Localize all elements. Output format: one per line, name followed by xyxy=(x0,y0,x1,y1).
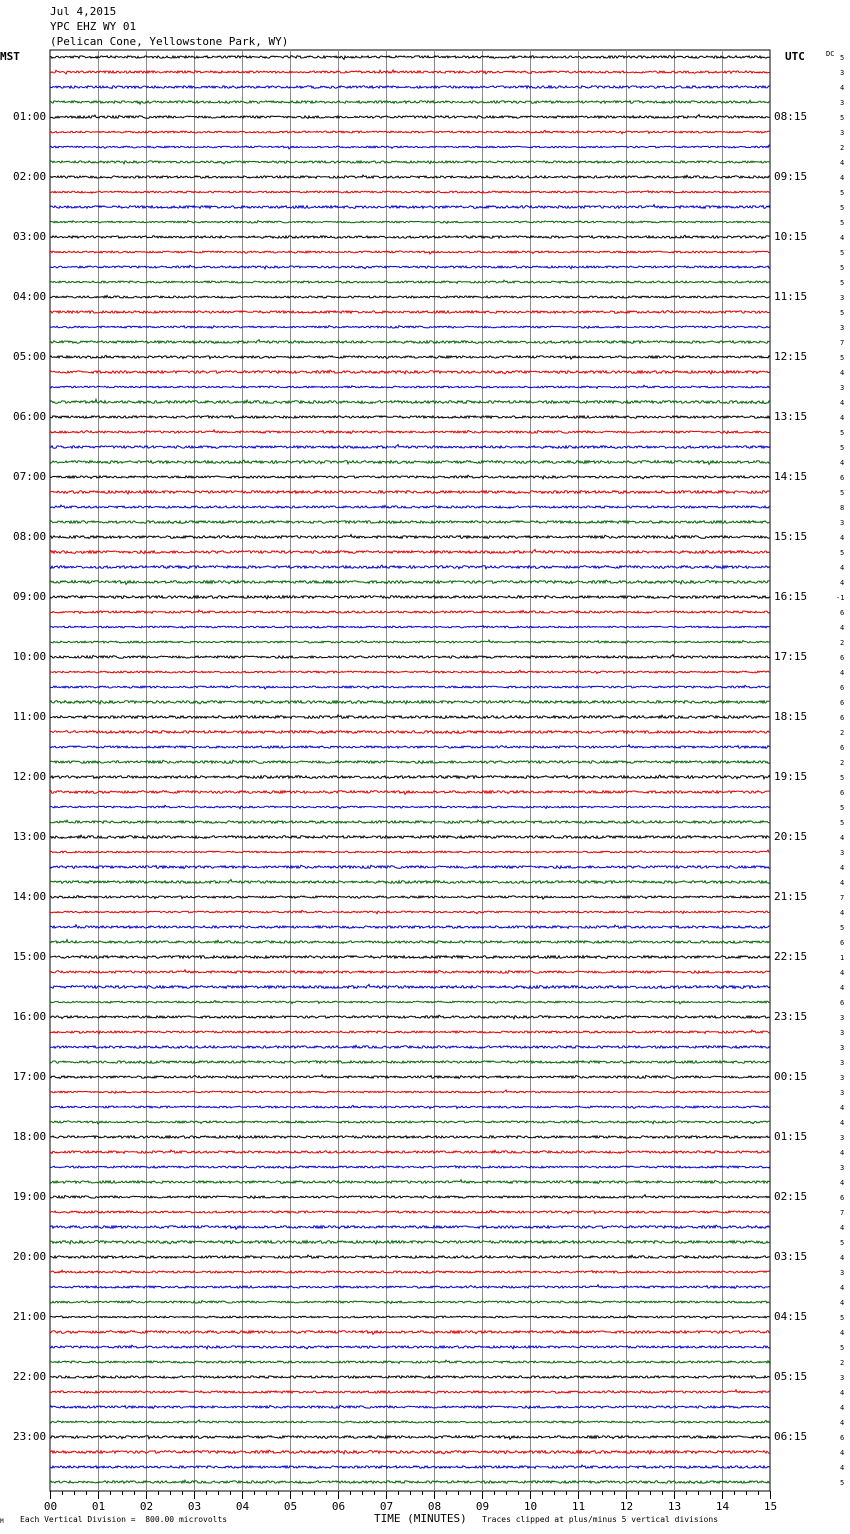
dc-offset-value: 4 xyxy=(840,459,845,467)
dc-offset-value: 4 xyxy=(840,1104,845,1112)
utc-hour-label: 23:15 xyxy=(774,1010,808,1023)
x-tick-label: 12 xyxy=(619,1500,634,1513)
dc-offset-value: 2 xyxy=(840,1359,845,1367)
utc-hour-label: 13:15 xyxy=(774,410,808,423)
dc-offset-value: 4 xyxy=(840,1179,845,1187)
utc-hour-label: 14:15 xyxy=(774,470,808,483)
x-tick-label: 00 xyxy=(43,1500,58,1513)
dc-offset-value: 5 xyxy=(840,249,845,257)
dc-offset-value: 6 xyxy=(840,1194,845,1202)
dc-offset-value: 4 xyxy=(840,1299,845,1307)
seismic-trace xyxy=(50,835,770,838)
seismic-trace xyxy=(50,1015,770,1019)
dc-offset-value: 4 xyxy=(840,1149,845,1157)
seismic-trace xyxy=(50,970,770,974)
seismic-trace xyxy=(50,956,770,959)
dc-offset-value: 7 xyxy=(840,339,845,347)
seismic-trace xyxy=(50,910,770,913)
dc-offset-value: 6 xyxy=(840,939,845,947)
x-tick-label: 03 xyxy=(187,1500,202,1513)
seismic-trace xyxy=(50,535,770,539)
seismic-trace xyxy=(50,1225,770,1229)
dc-offset-value: 7 xyxy=(840,1209,845,1217)
utc-hour-label: 18:15 xyxy=(774,710,808,723)
vertical-scale-note: Each Vertical Division = 800.00 microvolts xyxy=(20,1515,228,1524)
seismic-trace xyxy=(50,491,770,494)
dc-offset-value: 4 xyxy=(840,834,845,842)
dc-offset-value: 4 xyxy=(840,1464,845,1472)
seismic-trace xyxy=(50,1090,770,1093)
seismic-trace xyxy=(50,820,770,823)
clipping-note: Traces clipped at plus/minus 5 vertical divisions xyxy=(482,1515,719,1524)
dc-offset-value: 4 xyxy=(840,399,845,407)
right-timezone-label: UTC xyxy=(785,50,805,63)
mst-hour-label: 15:00 xyxy=(13,950,47,963)
seismic-trace xyxy=(50,1436,770,1440)
dc-offset-value: 4 xyxy=(840,1329,845,1337)
x-tick-label: 02 xyxy=(139,1500,154,1513)
seismic-trace xyxy=(50,850,770,853)
seismic-trace xyxy=(50,1166,770,1169)
seismic-trace xyxy=(50,580,770,584)
seismic-trace xyxy=(50,1301,770,1304)
seismic-trace xyxy=(50,925,770,929)
dc-offset-value: 3 xyxy=(840,1059,845,1067)
seismic-trace xyxy=(50,311,770,314)
utc-hour-label: 01:15 xyxy=(774,1130,808,1143)
x-tick-label: 04 xyxy=(235,1500,250,1513)
seismic-trace xyxy=(50,1136,770,1139)
seismic-trace xyxy=(50,251,770,254)
seismic-trace xyxy=(50,460,770,464)
dc-offset-value: 5 xyxy=(840,219,845,227)
station-location: (Pelican Cone, Yellowstone Park, WY) xyxy=(50,35,289,48)
seismic-trace xyxy=(50,760,770,763)
utc-hour-label: 02:15 xyxy=(774,1190,808,1203)
x-tick-label: 14 xyxy=(715,1500,730,1513)
utc-hour-label: 05:15 xyxy=(774,1370,808,1383)
seismic-trace xyxy=(50,175,770,178)
dc-offset-value: 6 xyxy=(840,654,845,662)
seismic-trace xyxy=(50,161,770,164)
dc-offset-value: 3 xyxy=(840,384,845,392)
mst-hour-label: 08:00 xyxy=(13,530,47,543)
seismic-trace xyxy=(50,86,770,89)
x-axis-title: TIME (MINUTES) xyxy=(374,1512,467,1525)
seismic-trace xyxy=(50,56,770,60)
dc-offset-value: 5 xyxy=(840,1479,845,1487)
dc-offset-value: 4 xyxy=(840,534,845,542)
dc-offset-value: 5 xyxy=(840,1239,845,1247)
dc-offset-value: 4 xyxy=(840,1419,845,1427)
seismic-trace xyxy=(50,865,770,868)
x-tick-label: 10 xyxy=(523,1500,538,1513)
dc-offset-value: 4 xyxy=(840,564,845,572)
dc-offset-value: 4 xyxy=(840,84,845,92)
dc-offset-value: 5 xyxy=(840,279,845,287)
seismic-trace xyxy=(50,1061,770,1064)
x-tick-label: 15 xyxy=(763,1500,778,1513)
x-tick-label: 09 xyxy=(475,1500,490,1513)
seismic-trace xyxy=(50,1030,770,1033)
plot-frame xyxy=(50,50,770,1491)
seismic-trace xyxy=(50,1360,770,1363)
seismic-trace xyxy=(50,655,770,659)
seismic-trace xyxy=(50,1480,770,1483)
mst-hour-label: 23:00 xyxy=(13,1430,47,1443)
dc-offset-value: 5 xyxy=(840,774,845,782)
seismic-trace xyxy=(50,880,770,884)
left-timezone-label: MST xyxy=(0,50,20,63)
mst-hour-label: 06:00 xyxy=(13,410,47,423)
seismic-trace xyxy=(50,280,770,283)
dc-offset-value: 3 xyxy=(840,849,845,857)
mst-hour-label: 07:00 xyxy=(13,470,47,483)
utc-hour-label: 04:15 xyxy=(774,1310,808,1323)
dc-offset-value: 4 xyxy=(840,984,845,992)
seismic-trace xyxy=(50,670,770,673)
seismic-trace xyxy=(50,1241,770,1244)
seismic-trace xyxy=(50,191,770,194)
dc-offset-value: -1 xyxy=(836,594,845,602)
seismic-trace xyxy=(50,430,770,434)
dc-offset-value: 3 xyxy=(840,324,845,332)
seismic-trace xyxy=(50,1376,770,1379)
seismic-trace xyxy=(50,626,770,629)
dc-offset-value: 3 xyxy=(840,1014,845,1022)
seismic-trace xyxy=(50,265,770,269)
dc-offset-value: 4 xyxy=(840,1284,845,1292)
dc-offset-value: 5 xyxy=(840,804,845,812)
dc-offset-value: 3 xyxy=(840,1044,845,1052)
dc-offset-value: 4 xyxy=(840,1404,845,1412)
dc-offset-value: 5 xyxy=(840,819,845,827)
dc-offset-value: 2 xyxy=(840,729,845,737)
utc-hour-label: 06:15 xyxy=(774,1430,808,1443)
mst-hour-label: 20:00 xyxy=(13,1250,47,1263)
utc-hour-label: 09:15 xyxy=(774,170,808,183)
seismic-trace xyxy=(50,1316,770,1319)
dc-offset-value: 6 xyxy=(840,684,845,692)
seismic-trace xyxy=(50,1465,770,1468)
seismic-trace xyxy=(50,355,770,359)
mst-hour-label: 03:00 xyxy=(13,230,47,243)
mst-hour-label: 13:00 xyxy=(13,830,47,843)
seismic-trace xyxy=(50,1001,770,1004)
mst-hour-label: 18:00 xyxy=(13,1130,47,1143)
dc-offset-value: 4 xyxy=(840,1254,845,1262)
dc-offset-value: 5 xyxy=(840,1344,845,1352)
utc-hour-label: 10:15 xyxy=(774,230,808,243)
seismic-trace xyxy=(50,701,770,704)
seismic-trace xyxy=(50,1105,770,1108)
mst-hour-label: 04:00 xyxy=(13,290,47,303)
dc-offset-value: 6 xyxy=(840,714,845,722)
seismic-trace xyxy=(50,940,770,944)
seismic-trace xyxy=(50,1180,770,1184)
mst-hour-label: 01:00 xyxy=(13,110,47,123)
x-tick-label: 07 xyxy=(379,1500,394,1513)
utc-hour-label: 20:15 xyxy=(774,830,808,843)
seismic-trace xyxy=(50,640,770,643)
dc-offset-value: 4 xyxy=(840,1389,845,1397)
dc-offset-value: 3 xyxy=(840,69,845,77)
x-tick-label: 11 xyxy=(571,1500,586,1513)
dc-offset-value: 4 xyxy=(840,909,845,917)
seismic-trace xyxy=(50,340,770,344)
utc-hour-label: 00:15 xyxy=(774,1070,808,1083)
seismic-trace xyxy=(50,775,770,779)
utc-hour-label: 03:15 xyxy=(774,1250,808,1263)
dc-offset-value: 5 xyxy=(840,924,845,932)
seismic-trace xyxy=(50,1120,770,1124)
plot-date: Jul 4,2015 xyxy=(50,5,117,18)
seismic-trace xyxy=(50,1450,770,1454)
seismic-trace xyxy=(50,805,770,808)
seismic-trace xyxy=(50,1420,770,1423)
seismic-trace xyxy=(50,235,770,238)
x-tick-label: 05 xyxy=(283,1500,298,1513)
utc-hour-label: 19:15 xyxy=(774,770,808,783)
utc-hour-label: 11:15 xyxy=(774,290,808,303)
mst-hour-label: 22:00 xyxy=(13,1370,47,1383)
mst-hour-label: 05:00 xyxy=(13,350,47,363)
seismic-trace xyxy=(50,895,770,899)
seismic-trace xyxy=(50,295,770,298)
dc-offset-value: 4 xyxy=(840,1119,845,1127)
dc-offset-value: 6 xyxy=(840,1434,845,1442)
mst-hour-label: 12:00 xyxy=(13,770,47,783)
dc-offset-value: 4 xyxy=(840,234,845,242)
dc-offset-value: 3 xyxy=(840,294,845,302)
dc-offset-value: 3 xyxy=(840,1089,845,1097)
seismic-trace xyxy=(50,1045,770,1048)
seismic-trace xyxy=(50,685,770,689)
dc-offset-value: 3 xyxy=(840,129,845,137)
x-tick-label: 01 xyxy=(91,1500,106,1513)
seismic-trace xyxy=(50,715,770,718)
seismic-trace xyxy=(50,1210,770,1213)
utc-hour-label: 16:15 xyxy=(774,590,808,603)
seismic-trace xyxy=(50,385,770,388)
seismic-trace xyxy=(50,326,770,329)
seismic-trace xyxy=(50,984,770,988)
mst-hour-label: 16:00 xyxy=(13,1010,47,1023)
mst-hour-label: 02:00 xyxy=(13,170,47,183)
dc-offset-value: 5 xyxy=(840,204,845,212)
seismic-trace xyxy=(50,1285,770,1289)
seismic-trace xyxy=(50,1150,770,1153)
dc-offset-value: 4 xyxy=(840,174,845,182)
dc-offset-value: 4 xyxy=(840,669,845,677)
dc-offset-value: 6 xyxy=(840,999,845,1007)
mst-hour-label: 10:00 xyxy=(13,650,47,663)
seismic-trace xyxy=(50,1270,770,1273)
dc-offset-value: 6 xyxy=(840,789,845,797)
seismic-trace xyxy=(50,521,770,524)
dc-offset-value: 6 xyxy=(840,609,845,617)
dc-offset-value: 4 xyxy=(840,414,845,422)
dc-offset-value: 4 xyxy=(840,879,845,887)
dc-offset-value: 4 xyxy=(840,969,845,977)
dc-offset-value: 3 xyxy=(840,519,845,527)
dc-offset-value: 7 xyxy=(840,894,845,902)
utc-hour-label: 22:15 xyxy=(774,950,808,963)
dc-offset-value: 5 xyxy=(840,489,845,497)
dc-offset-value: 5 xyxy=(840,114,845,122)
seismic-trace xyxy=(50,505,770,508)
dc-offset-value: 3 xyxy=(840,1269,845,1277)
x-tick-label: 06 xyxy=(331,1500,346,1513)
dc-offset-value: 3 xyxy=(840,1029,845,1037)
seismic-trace xyxy=(50,145,770,149)
utc-hour-label: 17:15 xyxy=(774,650,808,663)
dc-offset-value: 6 xyxy=(840,474,845,482)
dc-offset-value: 1 xyxy=(840,954,845,962)
mst-hour-label: 09:00 xyxy=(13,590,47,603)
dc-offset-value: 6 xyxy=(840,699,845,707)
dc-column-header: DC xyxy=(826,50,835,58)
x-tick-label: 08 xyxy=(427,1500,442,1513)
x-tick-label: 13 xyxy=(667,1500,682,1513)
dc-offset-value: 2 xyxy=(840,144,845,152)
dc-offset-value: 5 xyxy=(840,1314,845,1322)
seismic-trace xyxy=(50,745,770,749)
mst-hour-label: 17:00 xyxy=(13,1070,47,1083)
seismic-trace xyxy=(50,130,770,133)
utc-hour-label: 12:15 xyxy=(774,350,808,363)
seismic-trace xyxy=(50,221,770,224)
seismic-trace xyxy=(50,731,770,734)
mst-hour-label: 11:00 xyxy=(13,710,47,723)
seismic-trace xyxy=(50,1075,770,1079)
seismic-trace xyxy=(50,1390,770,1394)
dc-offset-value: 6 xyxy=(840,744,845,752)
seismic-trace xyxy=(50,1345,770,1349)
dc-offset-value: 4 xyxy=(840,1449,845,1457)
station-code: YPC EHZ WY 01 xyxy=(50,20,137,33)
seismic-trace xyxy=(50,1405,770,1408)
dc-offset-value: 5 xyxy=(840,54,845,62)
mst-hour-label: 14:00 xyxy=(13,890,47,903)
dc-offset-value: 3 xyxy=(840,1164,845,1172)
dc-offset-value: 2 xyxy=(840,639,845,647)
dc-offset-value: 5 xyxy=(840,444,845,452)
dc-offset-value: 2 xyxy=(840,759,845,767)
dc-offset-value: 4 xyxy=(840,624,845,632)
dc-offset-value: 4 xyxy=(840,579,845,587)
seismic-trace xyxy=(50,205,770,209)
mst-hour-label: 21:00 xyxy=(13,1310,47,1323)
dc-offset-value: 4 xyxy=(840,1224,845,1232)
dc-offset-value: 4 xyxy=(840,159,845,167)
corner-mark: M xyxy=(0,1518,4,1525)
seismic-trace xyxy=(50,445,770,449)
seismic-trace xyxy=(50,596,770,599)
dc-offset-value: 3 xyxy=(840,1374,845,1382)
dc-offset-value: 4 xyxy=(840,369,845,377)
dc-offset-value: 5 xyxy=(840,354,845,362)
seismic-trace xyxy=(50,1331,770,1335)
dc-offset-value: 5 xyxy=(840,549,845,557)
seismic-trace xyxy=(50,550,770,554)
seismic-trace xyxy=(50,475,770,479)
seismic-trace xyxy=(50,399,770,403)
utc-hour-label: 15:15 xyxy=(774,530,808,543)
dc-offset-value: 4 xyxy=(840,864,845,872)
seismic-trace xyxy=(50,100,770,104)
dc-offset-value: 3 xyxy=(840,1134,845,1142)
mst-hour-label: 19:00 xyxy=(13,1190,47,1203)
seismic-trace xyxy=(50,791,770,795)
seismic-trace xyxy=(50,1195,770,1199)
seismic-trace xyxy=(50,70,770,74)
seismic-trace xyxy=(50,1255,770,1258)
dc-offset-value: 8 xyxy=(840,504,845,512)
seismic-trace xyxy=(50,115,770,119)
utc-hour-label: 08:15 xyxy=(774,110,808,123)
dc-offset-value: 5 xyxy=(840,189,845,197)
dc-offset-value: 3 xyxy=(840,99,845,107)
dc-offset-value: 3 xyxy=(840,1074,845,1082)
dc-offset-value: 5 xyxy=(840,309,845,317)
seismic-trace xyxy=(50,610,770,613)
dc-offset-value: 5 xyxy=(840,264,845,272)
seismic-trace xyxy=(50,416,770,419)
seismic-trace xyxy=(50,370,770,374)
dc-offset-value: 5 xyxy=(840,429,845,437)
seismic-trace xyxy=(50,565,770,569)
utc-hour-label: 21:15 xyxy=(774,890,808,903)
